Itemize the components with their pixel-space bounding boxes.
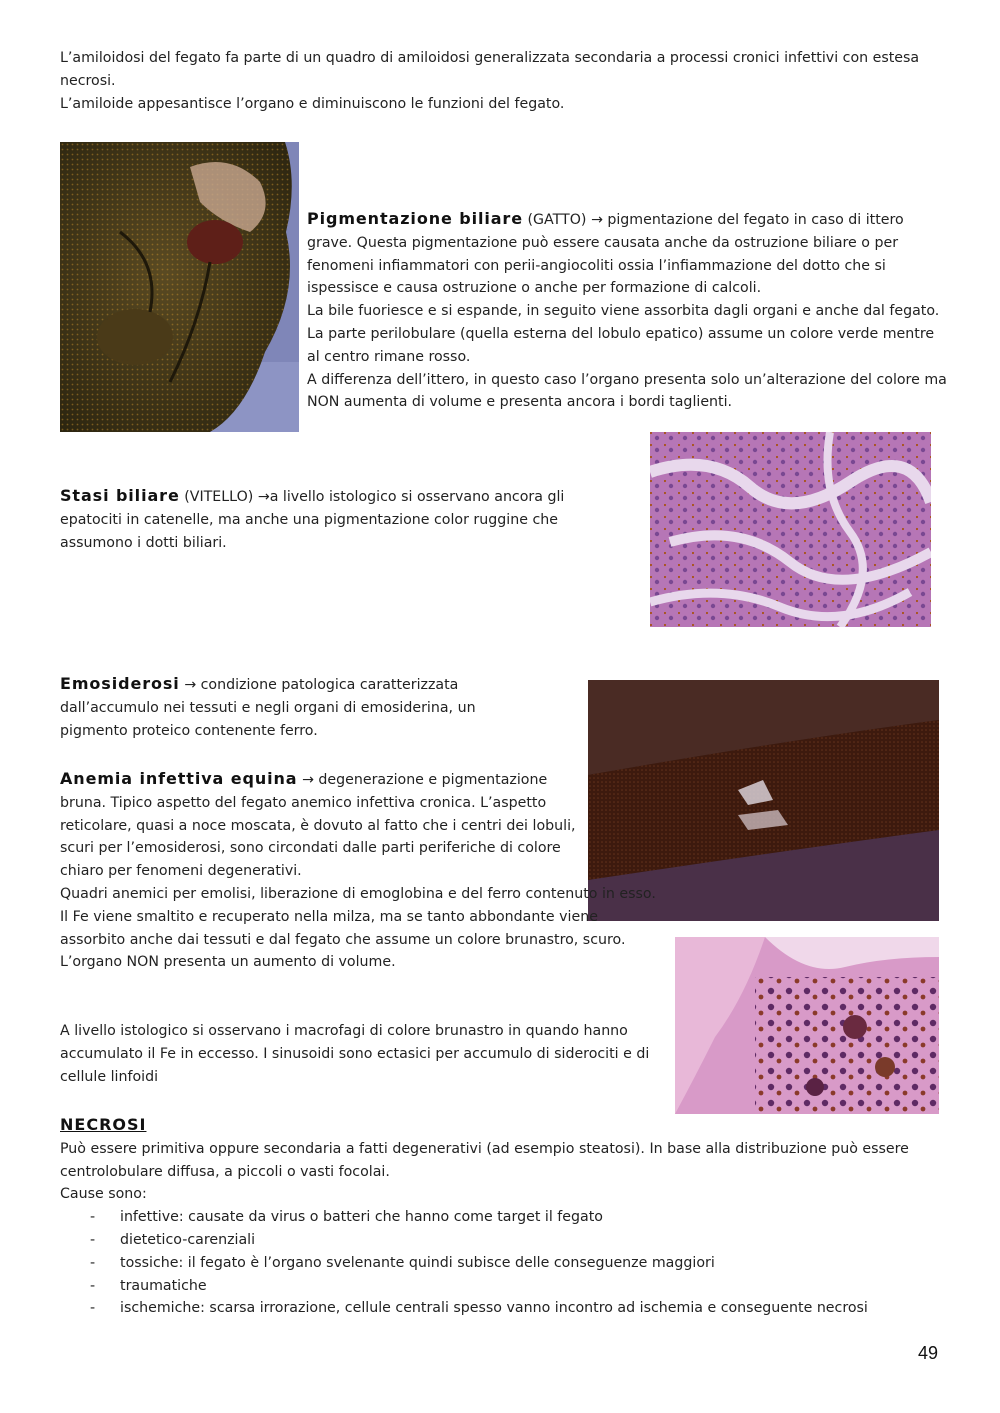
dash-bullet: - — [90, 1300, 96, 1317]
emosiderosi-paragraph — [60, 673, 510, 742]
pigmentazione-text-3: A differenza dell’ittero, in questo caso l’organo presenta solo un’alterazione del colore ma NON aumenta di volume e presenta ancora i bordi taglienti. — [307, 371, 947, 411]
cause-text: traumatiche — [120, 1277, 207, 1294]
arrow-icon: → — [184, 677, 197, 693]
causes-list — [60, 1206, 945, 1320]
anemia-text-1: degenerazione e pigmentazione bruna. Tipico aspetto del fegato anemico infettiva cronica. L’aspetto reticolare, quasi a noce moscata, è dovuto al fatto che i centri dei lobuli, scuri per l’emosiderosi, sono circondati dalle parti periferiche di colore chiaro per fenomeni degenerativi. — [60, 772, 576, 880]
anemia-block-mid — [60, 883, 660, 974]
cause-text: ischemiche: scarsa irrorazione, cellule centrali spesso vanno incontro ad ischemia e conseguente necrosi — [120, 1300, 868, 1317]
anemia-text-2: Quadri anemici per emolisi, liberazione di emoglobina e del ferro contenuto in esso. Il Fe viene smaltito e recuperato nella milza, ma se tanto abbondante viene assorbito anche dai tessuti e dal fegato che assume un colore brunastro, scuro. L’organo NON presenta un aumento di volume. — [60, 886, 656, 971]
cause-text: infettive: causate da virus o batteri che hanno come target il fegato — [120, 1209, 603, 1226]
intro-block — [60, 47, 945, 115]
necrosi-block — [60, 1114, 945, 1320]
dash-bullet: - — [90, 1277, 96, 1294]
anemia-text-3: A livello istologico si osservano i macrofagi di colore brunastro in quando hanno accumulato il Fe in eccesso. I sinusoidi sono ectasici per accumulo di siderociti e di cellule linfoidi — [60, 1023, 650, 1085]
list-item — [60, 1297, 945, 1320]
necrosi-paragraph-1: Può essere primitiva oppure secondaria a fatti degenerativi (ad esempio steatosi). In base alla distribuzione può essere centrolobulare diffusa, a piccoli o vasti focolai. — [60, 1140, 909, 1180]
anemia-block-bottom — [60, 1020, 650, 1088]
pigmentazione-para-1 — [307, 208, 947, 300]
list-item — [60, 1206, 945, 1229]
list-item — [60, 1229, 945, 1252]
necrosi-heading: NECROSI — [60, 1115, 147, 1134]
necrosi-title — [60, 1114, 945, 1138]
intro-paragraph-2: L’amiloide appesantisce l’organo e diminuiscono le funzioni del fegato. — [60, 95, 565, 112]
dash-bullet: - — [90, 1254, 96, 1271]
arrow-icon: → — [590, 212, 603, 228]
cause-text: tossiche: il fegato è l’organo svelenante quindi subisce delle conseguenze maggiori — [120, 1254, 715, 1271]
pigmentazione-title: Pigmentazione biliare — [307, 209, 523, 228]
dash-bullet: - — [90, 1231, 96, 1248]
liver-cat-photo — [60, 142, 299, 432]
stasi-text: a livello istologico si osservano ancora gli epatociti in catenelle, ma anche una pigmentazione color ruggine che assumono i dotti biliari. — [60, 489, 565, 551]
arrow-icon: → — [302, 772, 314, 788]
cause-text: dietetico-carenziali — [120, 1231, 256, 1248]
emosiderosi-text: condizione patologica caratterizzata dall’accumulo nei tessuti e negli organi di emosiderina, un pigmento proteico contenente ferro. — [60, 677, 476, 739]
pigmentazione-text-1: pigmentazione del fegato in caso di ittero grave. Questa pigmentazione può essere causata anche da ostruzione biliare o per fenomeni infiammatori con perii-angiocoliti ossia l’infiammazione del dotto che si ispessisce e causa ostruzione o anche per formazione di calcoli. — [307, 212, 904, 297]
pigmentazione-block — [307, 208, 947, 414]
emosiderosi-block — [60, 673, 510, 742]
pigmentazione-text-2: La bile fuoriesce e si espande, in seguito viene assorbita dagli organi e anche dal fegato. La parte perilobulare (quella esterna del lobulo epatico) assume un colore verde mentre al centro rimane rosso. — [307, 303, 940, 365]
intro-paragraph-1: L’amiloidosi del fegato fa parte di un quadro di amiloidosi generalizzata secondaria a processi cronici infettivi con estesa necrosi. — [60, 50, 920, 89]
anemia-title: Anemia infettiva equina — [60, 769, 298, 788]
page-number: 49 — [917, 1343, 938, 1363]
anemia-block-top — [60, 768, 584, 883]
dash-bullet: - — [90, 1209, 96, 1226]
emosiderosi-title: Emosiderosi — [60, 674, 180, 693]
necrosi-paragraph-2: Cause sono: — [60, 1186, 147, 1203]
list-item — [60, 1275, 945, 1298]
pigmentazione-tag: (GATTO) — [527, 212, 587, 228]
stasi-block — [60, 485, 605, 554]
stasi-histology-photo — [650, 432, 931, 627]
stasi-title: Stasi biliare — [60, 486, 180, 505]
arrow-icon: → — [257, 489, 270, 505]
stasi-tag: (VITELLO) — [184, 489, 254, 505]
macrophage-histology-photo — [675, 937, 939, 1114]
anemia-paragraph-1 — [60, 768, 584, 883]
stasi-paragraph — [60, 485, 605, 554]
list-item — [60, 1252, 945, 1275]
